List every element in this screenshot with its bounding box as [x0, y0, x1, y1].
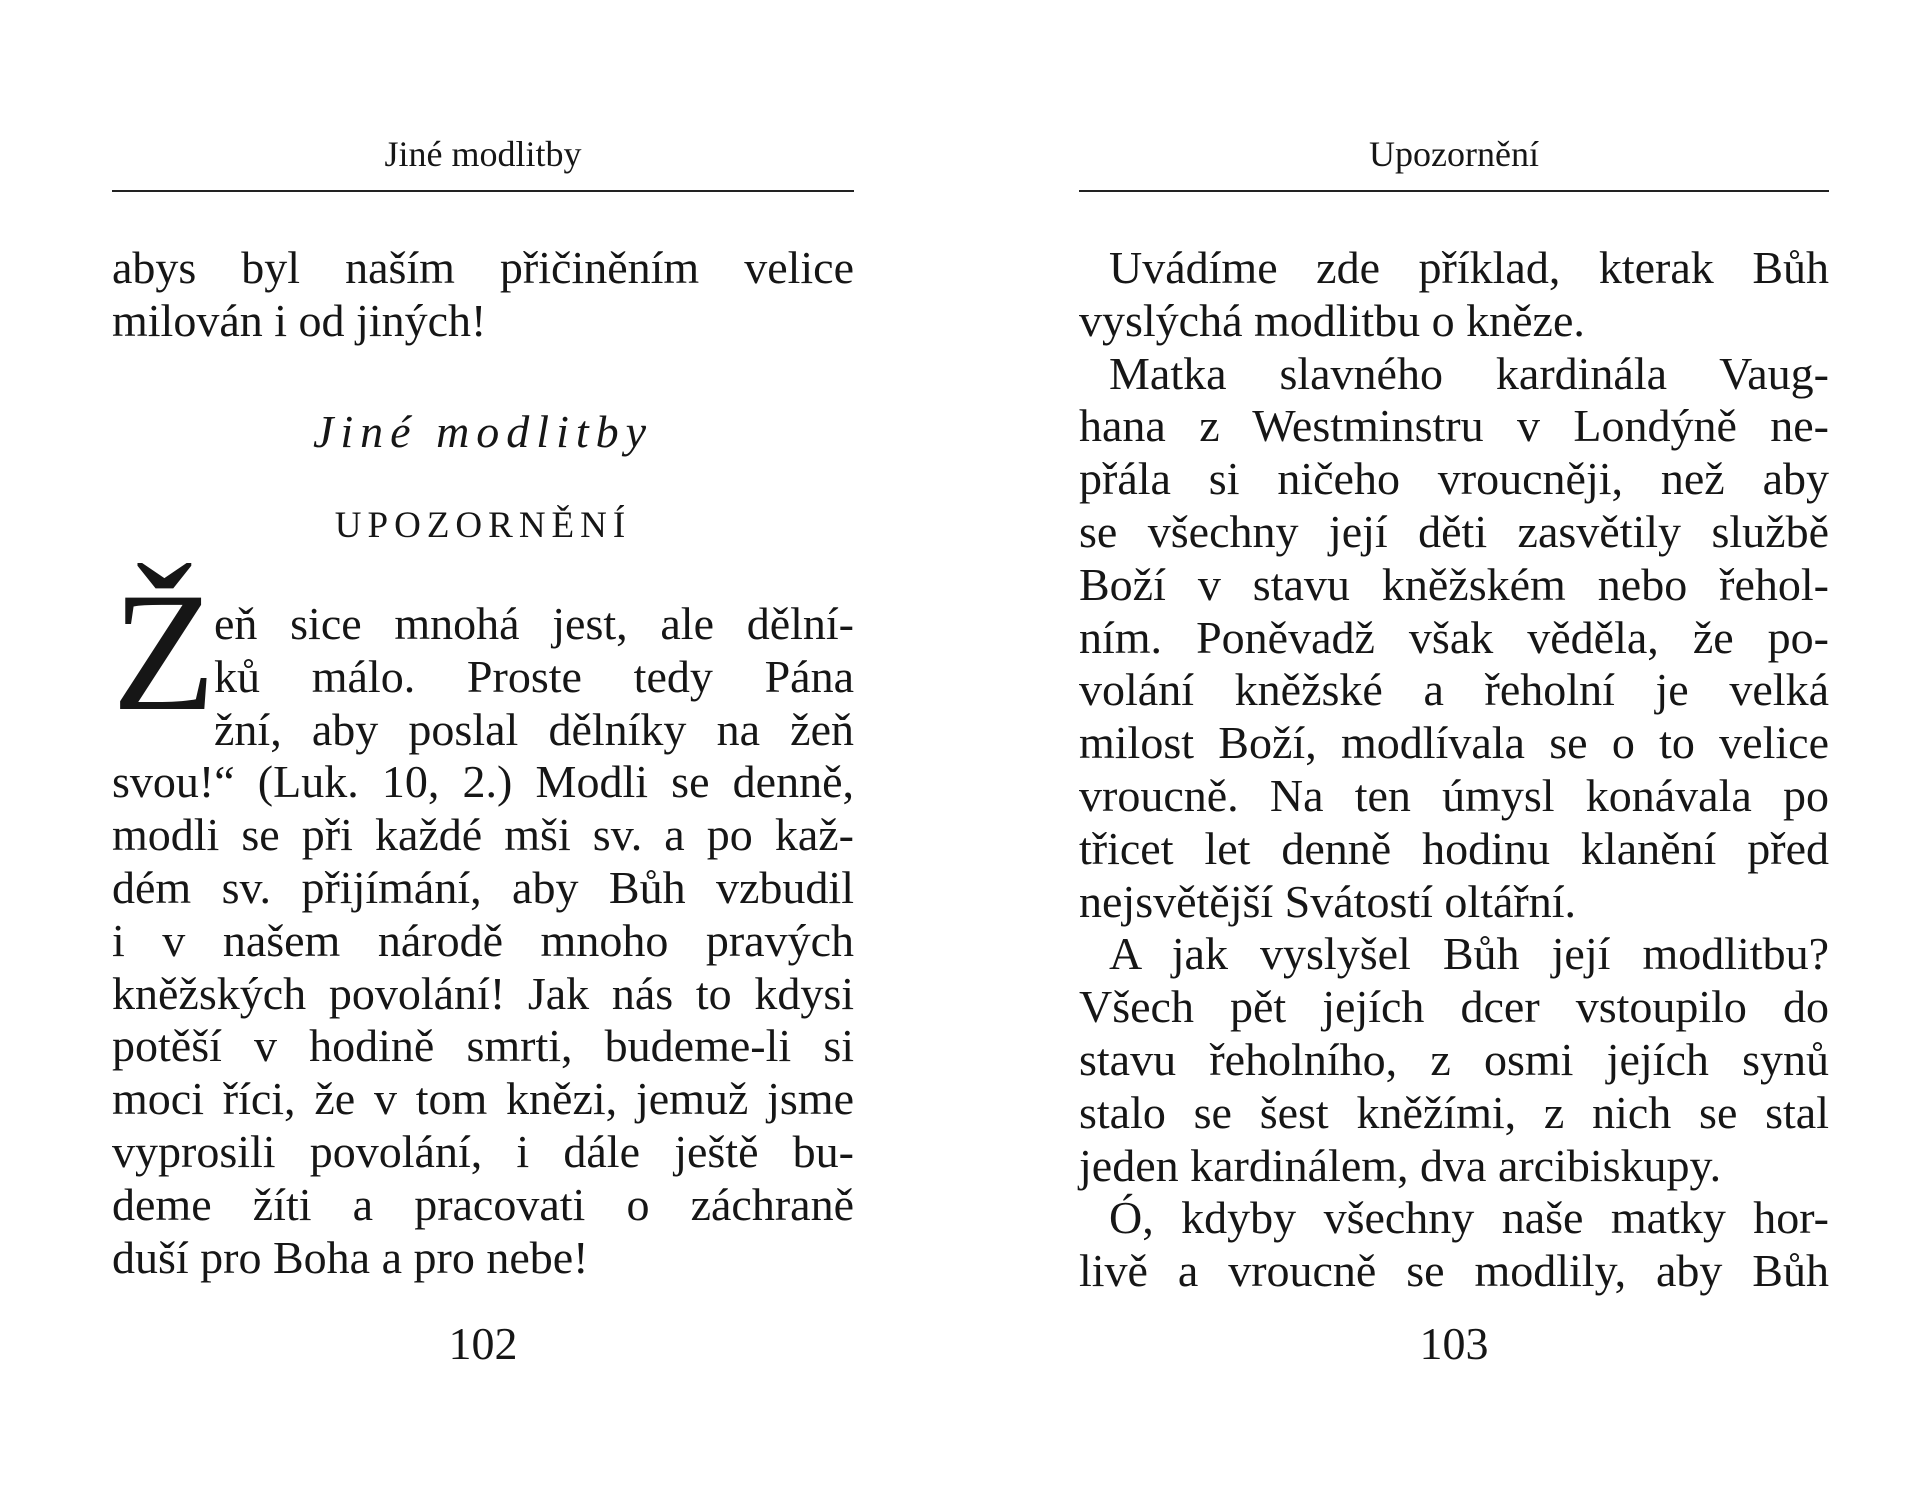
text-line: vroucně. Na ten úmysl konávala po	[1079, 769, 1829, 821]
text-line: třicet let denně hodinu klanění před	[1079, 822, 1829, 874]
text-line: milost Boží, modlívala se o to velice	[1079, 717, 1829, 769]
text-line: stalo se šest kněžími, z nich se stal	[1079, 1086, 1829, 1138]
text-line: kněžských povolání! Jak nás to kdysi	[112, 967, 854, 1019]
text-line: ním. Poněvadž však věděla, že po-	[1079, 611, 1829, 663]
text-line: stavu řeholního, z osmi jejích synů	[1079, 1033, 1829, 1085]
text-line: eň sice mnohá jest, ale dělní-	[214, 598, 854, 649]
right-page	[1079, 0, 1829, 1500]
section-title: Jiné modlitby	[312, 406, 654, 457]
text-line: potěší v hodině smrti, budeme-li si	[112, 1020, 854, 1072]
text-line: i v našem národě mnoho pravých	[112, 914, 854, 966]
text-line: milován i od jiných!	[112, 294, 487, 346]
drop-cap: Ž	[112, 558, 216, 746]
page-number-left: 102	[448, 1318, 518, 1369]
text-line: Všech pět jejích dcer vstoupilo do	[1079, 981, 1829, 1033]
text-line: duší pro Boha a pro nebe!	[112, 1231, 589, 1283]
head-rule-left	[112, 190, 854, 192]
text-line: A jak vyslyšel Bůh její modlitbu?	[1109, 928, 1829, 980]
text-line: deme žíti a pracovati o záchraně	[112, 1178, 854, 1230]
text-line: dém sv. přijímání, aby Bůh vzbudil	[112, 861, 854, 913]
text-line: modli se při každé mši sv. a po kaž-	[112, 809, 854, 861]
text-line: svou!“ (Luk. 10, 2.) Modli se denně,	[112, 756, 854, 808]
section-subtitle: UPOZORNĚNÍ	[334, 505, 632, 546]
continuation-text	[112, 242, 854, 348]
text-line: Ó, kdyby všechny naše matky hor-	[1109, 1192, 1829, 1244]
page-number-right: 103	[1419, 1318, 1489, 1369]
text-line: přála si ničeho vroucněji, než aby	[1079, 453, 1829, 505]
text-line: moci říci, že v tom knězi, jemuž jsme	[112, 1073, 854, 1125]
left-page	[112, 0, 854, 1500]
body-text-left	[112, 598, 854, 1284]
text-line: hana z Westminstru v Londýně ne-	[1079, 400, 1829, 452]
text-line: Matka slavného kardinála Vaug-	[1109, 347, 1829, 399]
running-head-right: Upozornění	[1369, 134, 1539, 174]
text-line: se všechny její děti zasvětily službě	[1079, 505, 1829, 557]
text-line: vyslýchá modlitbu o kněze.	[1079, 294, 1585, 346]
text-line: vyprosili povolání, i dále ještě bu-	[112, 1125, 854, 1177]
text-line: nejsvětější Svátostí oltářní.	[1079, 875, 1576, 927]
text-line: žní, aby poslal dělníky na žeň	[214, 703, 854, 755]
text-line: livě a vroucně se modlily, aby Bůh	[1079, 1245, 1829, 1297]
text-line: Uvádíme zde příklad, kterak Bůh	[1109, 242, 1829, 293]
running-head-left: Jiné modlitby	[384, 134, 582, 174]
head-rule-right	[1079, 190, 1829, 192]
text-line: abys byl naším přičiněním velice	[112, 242, 854, 293]
text-line: volání kněžské a řeholní je velká	[1079, 664, 1829, 716]
text-line: Boží v stavu kněžském nebo řehol-	[1079, 558, 1829, 610]
text-line: jeden kardinálem, dva arcibiskupy.	[1079, 1139, 1722, 1191]
body-text-right	[1079, 242, 1829, 1298]
text-line: ků málo. Proste tedy Pána	[214, 650, 854, 702]
